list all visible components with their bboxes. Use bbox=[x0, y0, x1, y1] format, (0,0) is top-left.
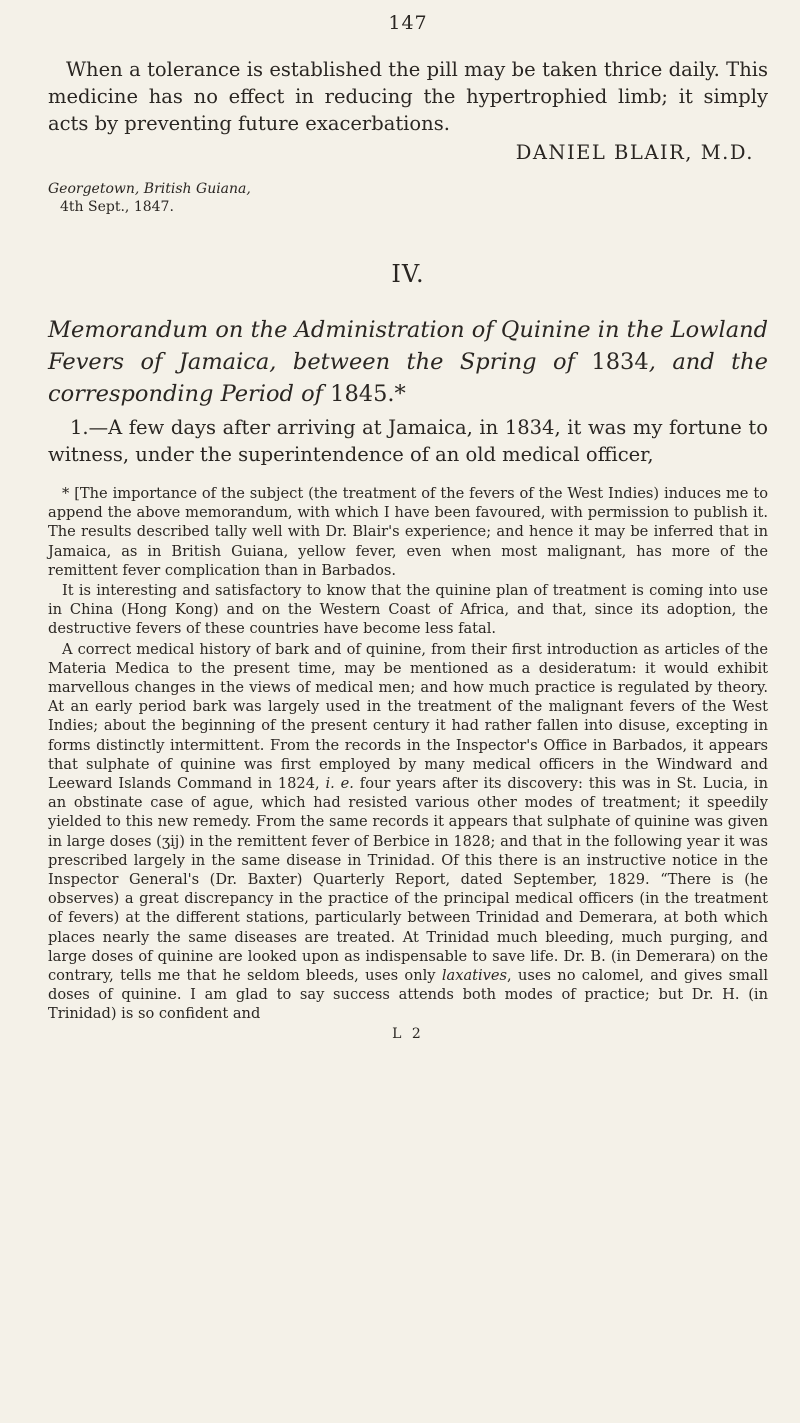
footnote-3-part-e: , uses no calomel, and gives small doses of quinine. I am glad to say success attends both modes of practice; but Dr. H. (in Trinidad) is so confident and bbox=[48, 967, 768, 1023]
signature: DANIEL BLAIR, M.D. bbox=[515, 141, 754, 164]
top-paragraph: When a tolerance is established the pill may be taken thrice daily. This medicine has no effect in reducing the hypertrophied limb; it simply acts by preventing future exacerbations. bbox=[48, 58, 768, 135]
place-date bbox=[48, 180, 768, 216]
section-title bbox=[48, 314, 768, 410]
section-title-year-1: 1834 bbox=[591, 349, 649, 375]
footnote-3-part-a: A correct medical history of bark and of quinine, from their first introduction as articles of the Materia Medica to the present time, may be mentioned as a desideratum: it would exhibit marvellous changes in the views of medical men; and how much practice is regulated by theory. At an early period bark was largely used in the treatment of the malignant fevers of the West Indies; about the beginning of the present century it had rather fallen into disuse, excepting in forms distinctly intermittent. From the records in the Inspector's Office in Barbados, it appears that sulphate of quinine was first employed by many medical officers in the Windward and Leeward Islands Command in 1824, bbox=[48, 640, 768, 793]
place: Georgetown, British Guiana, bbox=[48, 181, 251, 197]
footnote-paragraph-2: It is interesting and satisfactory to know that the quinine plan of treatment is coming into use in China (Hong Kong) and on the Western Coast of Africa, and that, since its adoption, the destructive fevers of these countries have become less fatal. bbox=[48, 582, 768, 638]
page-number: 147 bbox=[388, 12, 428, 34]
footnote-3-laxatives: laxatives bbox=[441, 967, 508, 985]
footnote-3-part-c: four years after its discovery: this was in St. Lucia, in an obstinate case of ague, which had resisted various other modes of treatment; it speedily yielded to this new remedy. From the same records it appears that sulphate of quinine was given in large doses (ʒij) in the remittent fever of Berbice in 1828; and that in the following year it was prescribed largely in the same disease in Trinidad. Of this there is an instructive notice in the Inspector General's (Dr. Baxter) Quarterly Report, dated September, 1829. “There is (he observes) a great discrepancy in the practice of the principal medical officers (in the treatment of fevers) at the different stations, particularly between Trinidad and Demerara, at both which places nearly the same diseases are treated. At Trinidad much bleeding, much purging, and large doses of quinine are looked upon as indispensable to save life. Dr. B. (in Demerara) on the contrary, tells me that he seldom bleeds, uses only bbox=[48, 775, 768, 985]
footnote-paragraph-1: * [The importance of the subject (the treatment of the fevers of the West Indies) induces me to append the above memorandum, with which I have been favoured, with permission to publish it. The results described tally well with Dr. Blair's experience; and hence it may be inferred that in Jamaica, as in British Guiana, yellow fever, even when most malignant, has more of the remittent fever complication than in Barbados. bbox=[48, 485, 768, 579]
letter-closing bbox=[48, 56, 768, 216]
footnote-paragraph-3 bbox=[48, 640, 768, 1024]
section-number: IV. bbox=[391, 260, 425, 288]
footnote-3-ie: i. e. bbox=[325, 775, 354, 793]
section-title-part-b: , and the corresponding Period of bbox=[48, 349, 768, 407]
paragraph-1: 1.—A few days after arriving at Jamaica, in 1834, it was my fortune to witness, under the superintendence of an old medical officer, bbox=[48, 416, 768, 466]
signature-mark: L 2 bbox=[392, 1025, 424, 1042]
date: 4th Sept., 1847. bbox=[60, 199, 174, 215]
footnote bbox=[48, 484, 768, 1024]
book-page bbox=[48, 0, 768, 1042]
section-title-part-a: Memorandum on the Administration of Quinine in the Lowland Fevers of Jamaica, between the Spring of bbox=[48, 317, 768, 375]
section-title-year-2: 1845.* bbox=[330, 381, 406, 407]
